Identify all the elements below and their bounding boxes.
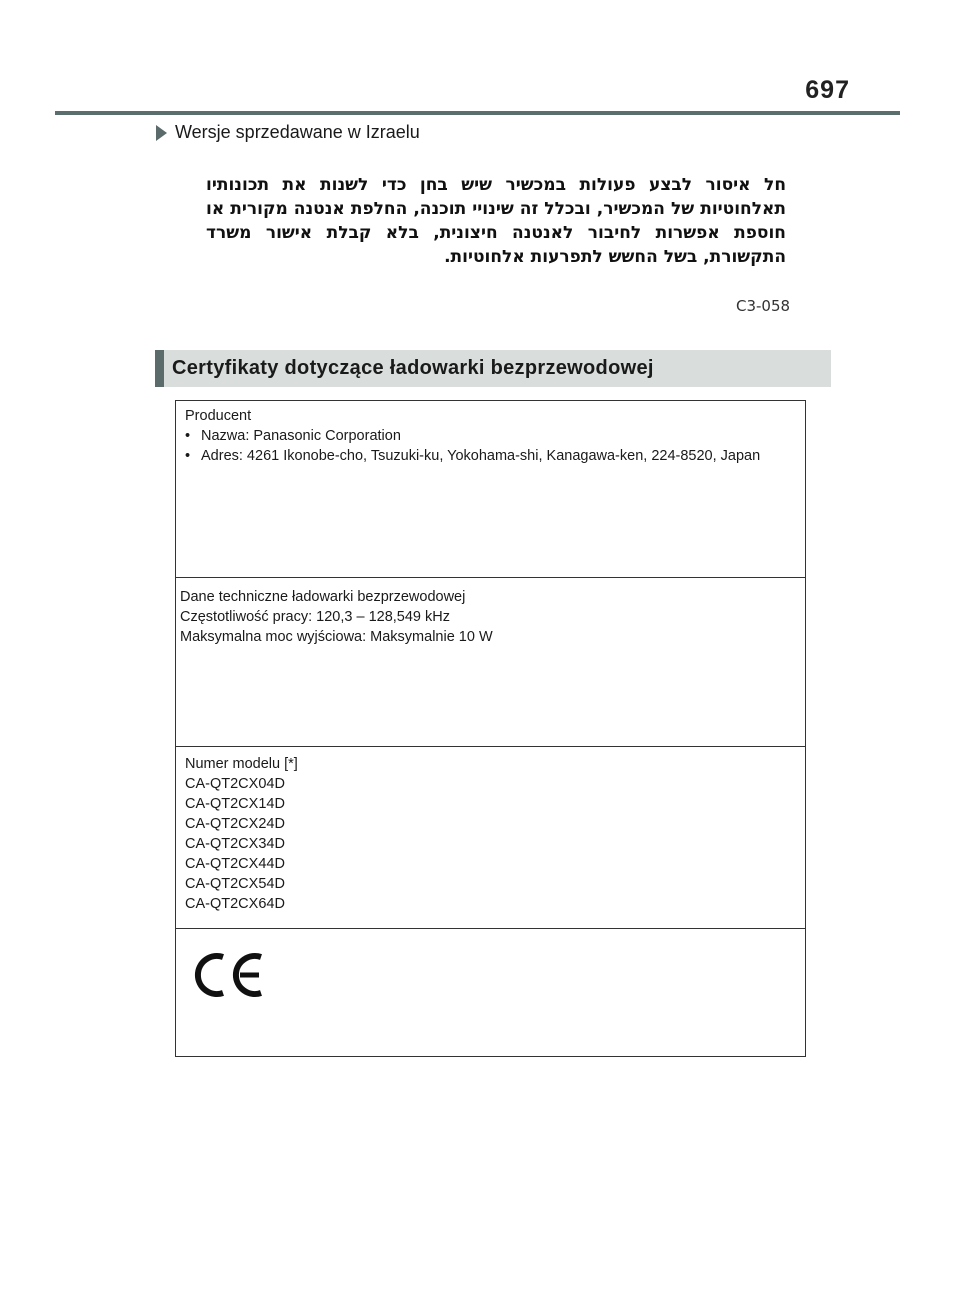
page-number: 697 [805,76,850,104]
model-item: CA-QT2CX34D [185,836,285,852]
marking-cell [176,929,805,1058]
specs-power: Maksymalna moc wyjściowa: Maksymalnie 10 W [180,629,493,645]
model-item: CA-QT2CX44D [185,856,285,872]
hebrew-notice: חל איסור לבצע פעולות במכשיר שיש בחן כדי לשנות את תכונותיו תאלחוטיות של המכשיר, ובכלל זה שינויי תוכנה, החלפת אנטנה מקורית או חוספת אפשרות לחיבור לאנטנה חיצונית, בלא קבלת אישור משרד התקשורת, בשל החשש לתפרעות אלחוטיות. [206,175,786,267]
section-header [155,350,831,387]
model-item: CA-QT2CX14D [185,796,285,812]
subheading [156,122,420,143]
model-item: CA-QT2CX64D [185,896,285,912]
subheading-text: Wersje sprzedawane w Izraelu [175,122,420,142]
manufacturer-cell [176,401,805,578]
manufacturer-address: • Adres: 4261 Ikonobe-cho, Tsuzuki-ku, Yokohama-shi, Kanagawa-ken, 224-8520, Japan [185,446,805,466]
specs-frequency: Częstotliwość pracy: 120,3 – 128,549 kHz [180,609,450,625]
certificate-table [175,400,806,1057]
model-item: CA-QT2CX54D [185,876,285,892]
model-item: CA-QT2CX24D [185,816,285,832]
model-item: CA-QT2CX04D [185,776,285,792]
header-rule [55,111,900,115]
manufacturer-label: Producent [185,408,252,424]
manufacturer-details [185,426,805,466]
models-cell [176,747,805,929]
reference-code: C3-058 [736,297,791,315]
manufacturer-name: • Nazwa: Panasonic Corporation [185,426,805,446]
specs-title: Dane techniczne ładowarki bezprzewodowej [180,589,466,605]
models-label: Numer modelu [*] [185,756,298,772]
section-title: Certyfikaty dotyczące ładowarki bezprzewodowej [172,357,654,379]
triangle-right-icon [156,125,167,141]
specs-cell [176,578,805,747]
ce-mark-icon [191,951,265,999]
